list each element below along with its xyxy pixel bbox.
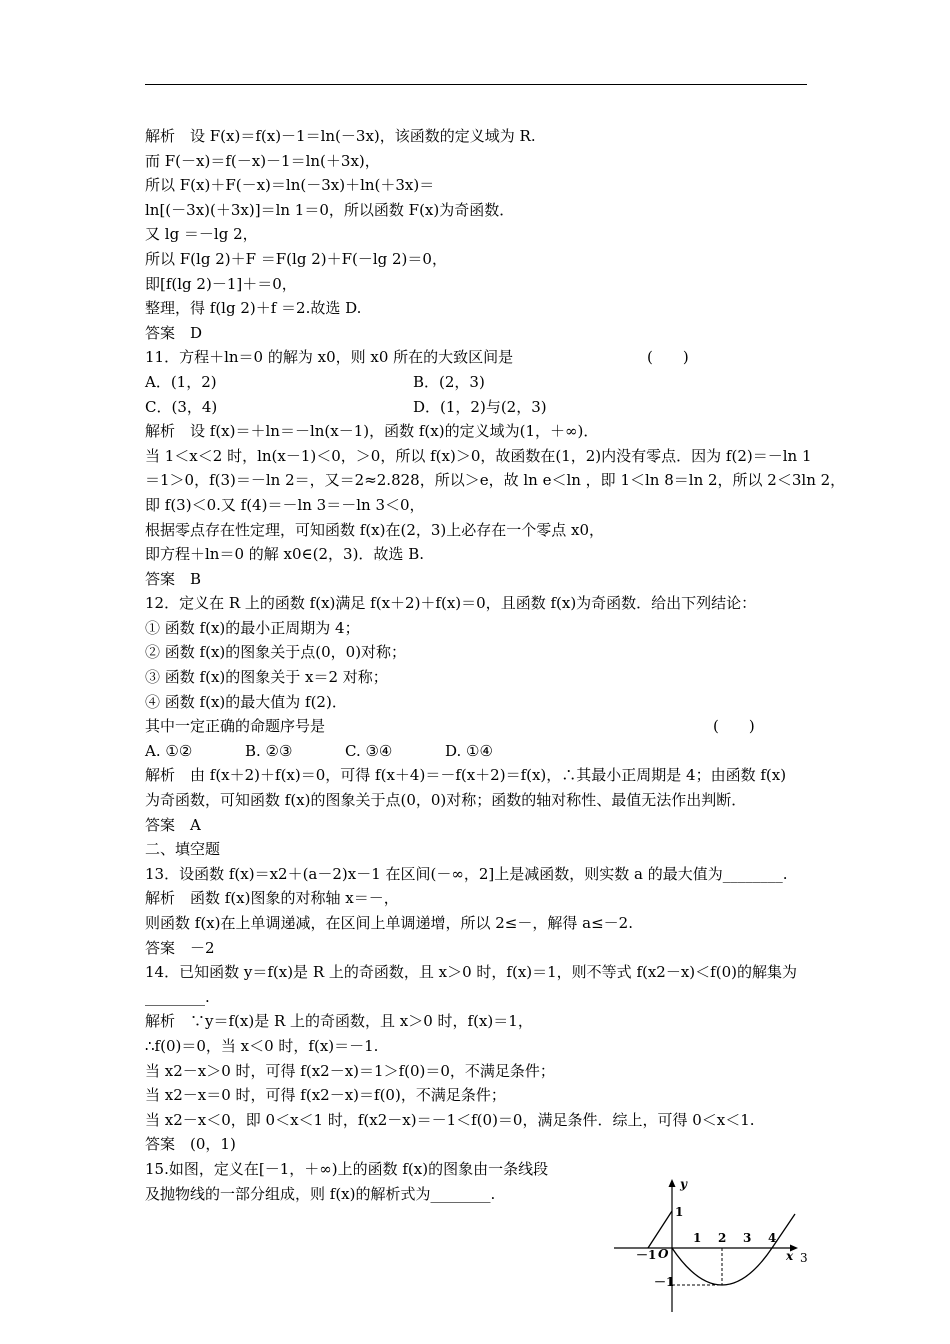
question-14-line-1: 14．已知函数 y＝f(x)是 R 上的奇函数，且 x＞0 时，f(x)＝1，则不等式 f(x2－x)＜f(0)的解集为 [145,963,797,982]
question-11-text: 11．方程＋ln＝0 的解为 x0，则 x0 所在的大致区间是 [145,348,514,367]
question-12-prompt-text: 其中一定正确的命题序号是 [145,717,326,736]
solution-10-line-8: 整理，得 f(lg 2)＋f ＝2.故选 D. [145,299,362,318]
solution-11-line-5: 根据零点存在性定理，可知函数 f(x)在(2，3)上必存在一个零点 x0， [145,520,605,539]
answer-14: 答案 (0，1) [145,1135,236,1154]
answer-13: 答案 －2 [145,938,215,957]
solution-13-line-1: 解析 函数 f(x)图象的对称轴 x＝－， [145,889,399,908]
question-11-options-row-2 [145,395,815,420]
statement-12-2: ② 函数 f(x)的图象关于点(0，0)对称； [145,643,407,662]
solution-14-line-3: 当 x2－x＞0 时，可得 f(x2－x)＝1＞f(0)＝0，不满足条件； [145,1061,555,1080]
statement-12-1: ① 函数 f(x)的最小正周期为 4； [145,618,360,637]
y-tick-1: 1 [675,1205,684,1219]
solution-10-line-4: ln[(－3x)(＋3x)]＝ln 1＝0，所以函数 F(x)为奇函数． [145,200,515,219]
solution-11-line-1: 解析 设 f(x)＝＋ln＝－ln(x－1)，函数 f(x)的定义域为(1，＋∞)． [145,422,599,441]
question-13: 13．设函数 f(x)＝x2＋(a－2)x－1 在区间(－∞，2]上是减函数，则实数 a 的最大值为________. [145,864,788,883]
header-rule [145,84,807,85]
solution-13-line-2: 则函数 f(x)在上单调递减，在区间上单调递增，所以 2≤－，解得 a≤－2. [145,914,633,932]
solution-12-line-2: 为奇函数，可知函数 f(x)的图象关于点(0，0)对称；函数的轴对称性、最值无法作出判断． [145,791,747,810]
statement-12-4: ④ 函数 f(x)的最大值为 f(2)． [145,692,347,711]
option-12-d: D. ①④ [445,741,493,760]
solution-10-line-2: 而 F(－x)＝f(－x)－1＝ln(＋3x)， [145,151,380,170]
option-11-c: C．(3，4) [145,397,218,416]
option-11-a: A．(1，2) [145,372,217,391]
question-14-line-2: ________. [145,987,210,1006]
solution-12-line-1: 解析 由 f(x＋2)＋f(x)＝0，可得 f(x＋4)＝－f(x＋2)＝f(x)，∴其最小正周期是 4；由函数 f(x) [145,766,787,785]
x-tick-4: 4 [768,1231,777,1245]
solution-14-line-1: 解析 ∵y＝f(x)是 R 上的奇函数，且 x＞0 时，f(x)＝1， [145,1012,533,1031]
document-body [145,124,846,1206]
function-graph-figure [612,1176,812,1316]
question-11 [145,345,815,370]
question-11-options-row-1 [145,370,815,395]
graph-parabola [672,1214,795,1285]
graph-line-segment [648,1211,672,1248]
question-15-line-1: 15.如图，定义在[－1，＋∞)上的函数 f(x)的图象由一条线段 [145,1159,549,1178]
solution-10-line-7: 即[f(lg 2)－1]＋＝0， [145,274,297,293]
origin-label: O [658,1247,669,1261]
solution-14-line-4: 当 x2－x＝0 时，可得 f(x2－x)＝f(0)，不满足条件； [145,1086,506,1105]
section-heading-fill-in: 二、填空题 [145,840,221,859]
solution-11-line-4: 即 f(3)＜0.又 f(4)＝－ln 3＝－ln 3＜0， [145,495,425,514]
solution-14-line-5: 当 x2－x＜0，即 0＜x＜1 时，f(x2－x)＝－1＜f(0)＝0，满足条件．综上，可得 0＜x＜1. [145,1110,755,1129]
page-number: 3 [800,1251,808,1265]
y-axis-label: y [680,1177,687,1191]
solution-11-line-2: 当 1＜x＜2 时，ln(x－1)＜0，＞0，所以 f(x)＞0，故函数在(1，2)内没有零点．因为 f(2)＝－ln 1 [145,446,812,465]
x-tick-3: 3 [743,1231,752,1245]
question-12-options [145,739,815,764]
solution-10-line-3: 所以 F(x)＋F(－x)＝ln(－3x)＋ln(＋3x)＝ [145,176,435,195]
option-11-d: D．(1，2)与(2，3) [413,397,547,416]
solution-11-line-6: 即方程＋ln＝0 的解 x0∈(2，3)．故选 B. [145,545,424,564]
question-12: 12．定义在 R 上的函数 f(x)满足 f(x＋2)＋f(x)＝0，且函数 f(x)为奇函数．给出下列结论： [145,594,757,613]
x-tick-1: 1 [693,1231,702,1245]
answer-11: 答案 B [145,569,202,588]
answer-10: 答案 D [145,323,203,342]
option-12-b: B. ②③ [245,741,293,760]
statement-12-3: ③ 函数 f(x)的图象关于 x＝2 对称； [145,668,388,687]
answer-12: 答案 A [145,815,201,834]
option-11-b: B．(2，3) [413,372,485,391]
solution-10-line-5: 又 lg ＝－lg 2， [145,225,258,244]
x-tick-neg-1: －1 [636,1248,657,1262]
x-tick-2: 2 [718,1231,727,1245]
y-axis-arrow [669,1179,676,1187]
question-11-answer-blank: ( ) [647,348,689,367]
option-12-c: C. ③④ [345,741,393,760]
solution-10-line-6: 所以 F(lg 2)＋F ＝F(lg 2)＋F(－lg 2)＝0， [145,249,447,268]
solution-14-line-2: ∴f(0)＝0，当 x＜0 时，f(x)＝－1. [145,1036,379,1055]
x-axis-label: x [786,1249,794,1263]
question-12-answer-blank: ( ) [713,717,755,736]
solution-11-line-3: ＝1＞0，f(3)＝－ln 2＝，又＝2≈2.828，所以＞e，故 ln e＜ln ，即 1＜ln 8＝ln 2，所以 2＜3ln 2， [145,471,846,490]
solution-10-line-1: 解析 设 F(x)＝f(x)－1＝ln(－3x)，该函数的定义域为 R. [145,127,536,145]
option-12-a: A. ①② [145,741,193,760]
question-15-line-2: 及抛物线的一部分组成，则 f(x)的解析式为________. [145,1184,496,1203]
y-tick-neg-1: －1 [654,1275,675,1289]
question-12-prompt [145,714,815,739]
